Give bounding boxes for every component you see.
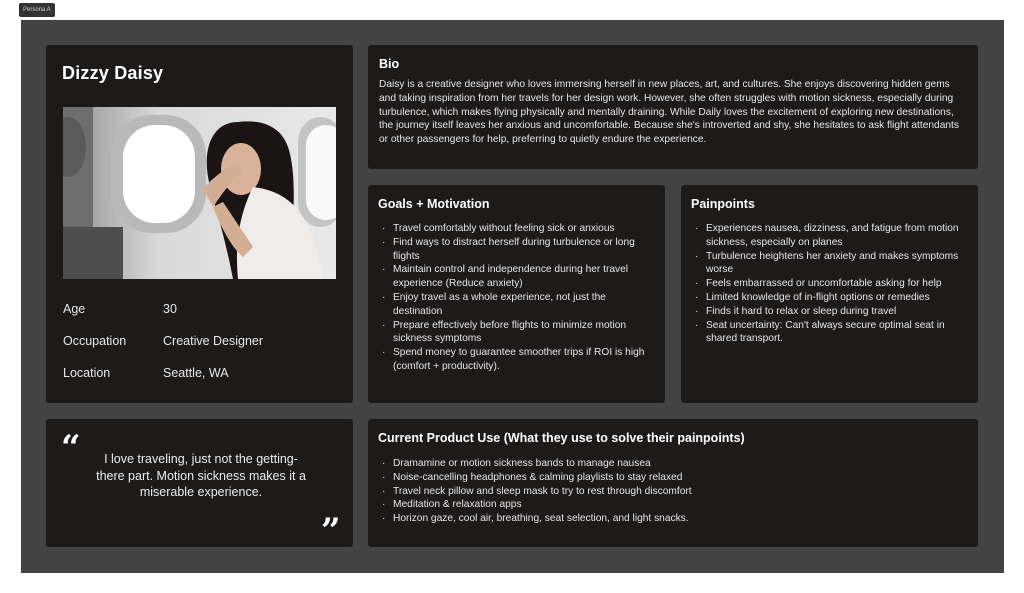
painpoints-card xyxy=(681,185,978,403)
open-quote-icon: “ xyxy=(61,428,81,468)
attribute-value: 30 xyxy=(163,302,177,316)
frame-label[interactable]: Persona A xyxy=(19,3,55,17)
list-item: · Finds it hard to relax or sleep during travel xyxy=(695,305,970,319)
woman-on-airplane-photo-icon xyxy=(63,107,336,279)
list-item: · Maintain control and independence during her travel experience (Reduce anxiety) xyxy=(382,263,657,291)
list-item: · Experiences nausea, dizziness, and fatigue from motion sickness, especially on planes xyxy=(695,222,970,250)
attribute-label: Location xyxy=(63,366,111,380)
profile-card xyxy=(46,45,353,403)
attribute-label: Age xyxy=(63,302,86,316)
goals-list xyxy=(382,222,657,374)
list-item: · Limited knowledge of in-flight options or remedies xyxy=(695,291,970,305)
attribute-label: Occupation xyxy=(63,334,127,348)
attribute-value: Creative Designer xyxy=(163,334,264,348)
attribute-value: Seattle, WA xyxy=(163,366,229,380)
list-item: · Dramamine or motion sickness bands to manage nausea xyxy=(382,457,962,471)
product-use-card xyxy=(368,419,978,547)
goals-card xyxy=(368,185,665,403)
painpoints-list xyxy=(695,222,970,346)
list-item: · Spend money to guarantee smoother trips if ROI is high (comfort + productivity). xyxy=(382,346,657,374)
goals-title: Goals + Motivation xyxy=(378,197,490,211)
list-item: · Travel neck pillow and sleep mask to try to rest through discomfort xyxy=(382,485,962,499)
bio-title: Bio xyxy=(379,57,400,71)
persona-board xyxy=(21,20,1004,573)
bio-card xyxy=(368,45,978,169)
list-item: · Feels embarrassed or uncomfortable asking for help xyxy=(695,277,970,291)
painpoints-title: Painpoints xyxy=(691,197,755,211)
list-item: · Prepare effectively before flights to minimize motion sickness symptoms xyxy=(382,319,657,347)
product-use-list xyxy=(382,457,962,526)
list-item: · Seat uncertainty: Can't always secure optimal seat in shared transport. xyxy=(695,319,970,347)
list-item: · Horizon gaze, cool air, breathing, seat selection, and light snacks. xyxy=(382,512,962,526)
list-item: · Meditation & relaxation apps xyxy=(382,498,962,512)
list-item: · Enjoy travel as a whole experience, not just the destination xyxy=(382,291,657,319)
list-item: · Find ways to distract herself during turbulence or long flights xyxy=(382,236,657,264)
list-item: · Turbulence heightens her anxiety and makes symptoms worse xyxy=(695,250,970,278)
product-use-title: Current Product Use (What they use to solve their painpoints) xyxy=(378,431,745,445)
quote-card xyxy=(46,419,353,551)
list-item: · Travel comfortably without feeling sick or anxious xyxy=(382,222,657,236)
bio-text: Daisy is a creative designer who loves immersing herself in new places, art, and cultures. She enjoys discovering hidden gems and taking inspiration from her travels for her design work. However, she often struggles with motion sickness, especially during turbulence, which makes flying physically and mentally draining. While Daily loves the excitement of exploring new destinations, the journey itself leaves her anxious and uncomfortable. Because she's introverted and shy, she hesitates to ask flight attendants or other passengers for help, preferring to quietly endure the experience. xyxy=(379,79,959,146)
persona-name: Dizzy Daisy xyxy=(62,63,164,83)
list-item: · Noise-cancelling headphones & calming playlists to stay relaxed xyxy=(382,471,962,485)
quote-text: I love traveling, just not the getting-there part. Motion sickness makes it a miserable experience. xyxy=(96,452,306,499)
persona-photo xyxy=(63,107,336,279)
close-quote-icon: ” xyxy=(321,511,341,551)
